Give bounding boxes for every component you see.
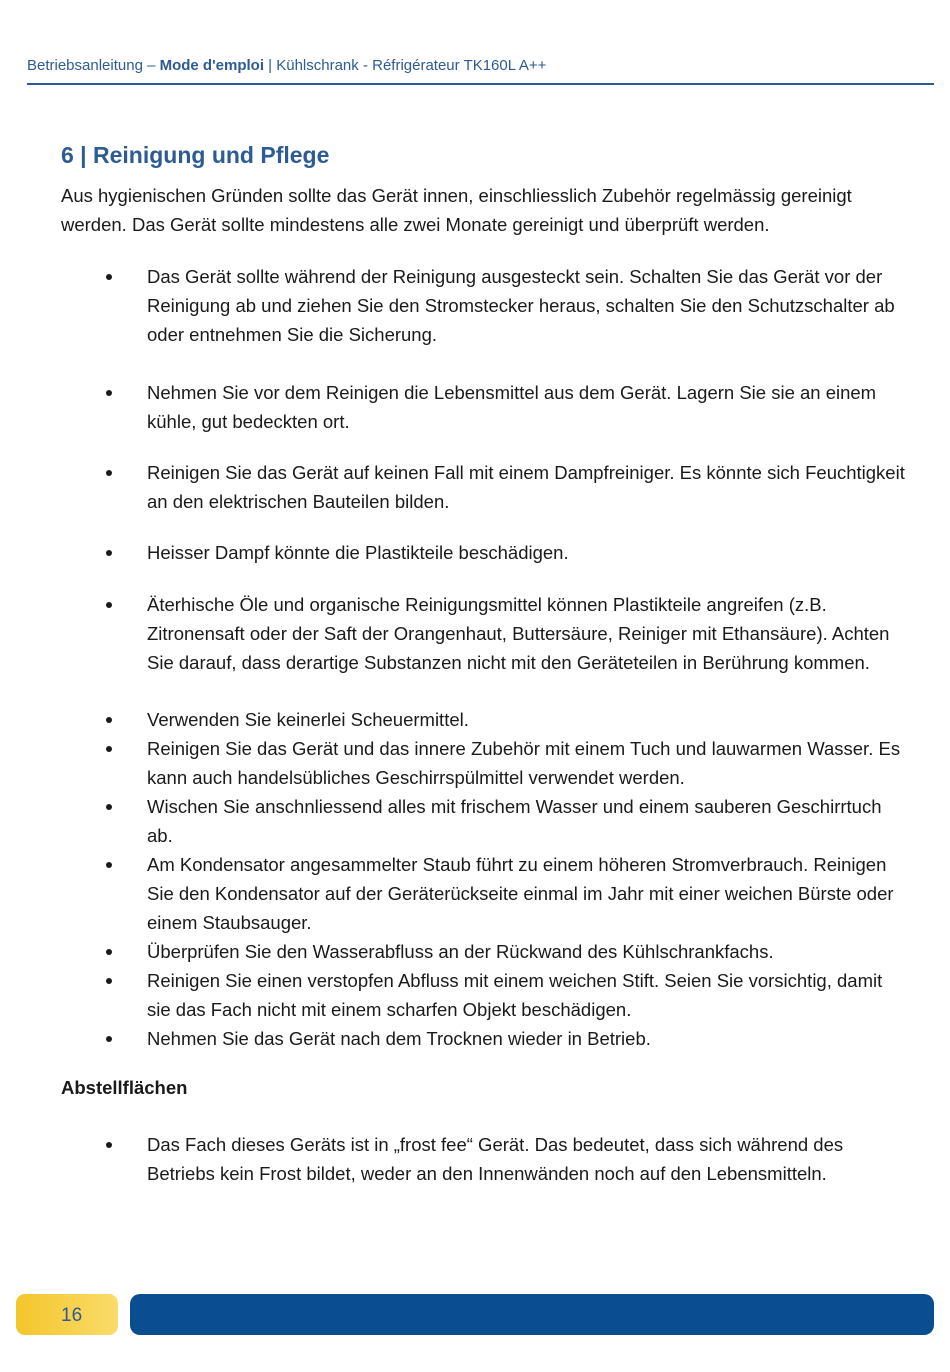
list-item-text: Nehmen Sie vor dem Reinigen die Lebensmittel aus dem Gerät. Lagern Sie sie an einem kühle, gut bedeckten ort.	[147, 382, 877, 432]
list-item-text: Reinigen Sie einen verstopfen Abfluss mit einem weichen Stift. Seien Sie vorsichtig, damit sie das Fach nicht mit einem scharfen Objekt beschädigen.	[147, 970, 883, 1020]
list-item-text: Verwenden Sie keinerlei Scheuermittel.	[147, 709, 469, 730]
bullet-icon	[106, 1142, 112, 1148]
document-header	[27, 57, 546, 74]
list-item	[147, 262, 907, 349]
list-item-text: Das Gerät sollte während der Reinigung ausgesteckt sein. Schalten Sie das Gerät vor der Reinigung ab und ziehen Sie den Stromstecker heraus, schalten Sie den Schutzschalter ab oder entnehmen Sie die Sicherung.	[147, 266, 895, 345]
list-item	[147, 705, 907, 734]
list-item-text: Überprüfen Sie den Wasserabfluss an der Rückwand des Kühlschrankfachs.	[147, 941, 774, 962]
header-title-de: Betriebsanleitung –	[27, 57, 160, 74]
section-intro: Aus hygienischen Gründen sollte das Gerät innen, einschliesslich Zubehör regelmässig gereinigt werden. Das Gerät sollte mindestens alle zwei Monate gereinigt und überprüft werden.	[61, 185, 852, 235]
bullet-icon	[106, 274, 112, 280]
bullet-icon	[106, 390, 112, 396]
bullet-icon	[106, 804, 112, 810]
header-title-fr: Mode d'emploi	[159, 57, 264, 74]
list-item	[147, 792, 907, 850]
list-item	[147, 1130, 907, 1188]
list-item	[147, 734, 907, 792]
page-number: 16	[61, 1305, 83, 1326]
bullet-icon	[106, 717, 112, 723]
subsection-title: Abstellflächen	[61, 1077, 188, 1098]
list-item-text: Äterhische Öle und organische Reinigungsmittel können Plastikteile angreifen (z.B. Zitronensaft oder der Saft der Orangenhaut, Buttersäure, Reiniger mit Ethansäure). Achten Sie darauf, dass derartige Substanzen nicht mit den Geräteteilen in Berührung kommen.	[147, 594, 890, 673]
list-item	[147, 937, 907, 966]
list-item-text: Nehmen Sie das Gerät nach dem Trocknen wieder in Betrieb.	[147, 1028, 651, 1049]
bullet-icon	[106, 978, 112, 984]
bullet-icon	[106, 470, 112, 476]
header-divider	[27, 83, 934, 85]
list-item-text: Das Fach dieses Geräts ist in „frost fee“ Gerät. Das bedeutet, dass sich während des Betriebs kein Frost bildet, weder an den Innenwänden noch auf den Lebensmitteln.	[147, 1134, 844, 1184]
list-item	[147, 590, 907, 677]
list-item	[147, 850, 907, 937]
list-item-text: Reinigen Sie das Gerät und das innere Zubehör mit einem Tuch und lauwarmen Wasser. Es kann auch handelsübliches Geschirrspülmittel verwendet werden.	[147, 738, 901, 788]
list-item	[147, 966, 907, 1024]
list-item-text: Am Kondensator angesammelter Staub führt zu einem höheren Stromverbrauch. Reinigen Sie den Kondensator auf der Geräterückseite einmal im Jahr mit einer weichen Bürste oder einem Staubsauger.	[147, 854, 894, 933]
bullet-icon	[106, 550, 112, 556]
list-item	[147, 1024, 907, 1053]
bullet-icon	[106, 949, 112, 955]
list-item-text: Wischen Sie anschnliessend alles mit frischem Wasser und einem sauberen Geschirrtuch ab.	[147, 796, 882, 846]
footer-bar	[130, 1294, 934, 1335]
list-item	[147, 538, 907, 567]
header-product: | Kühlschrank - Réfrigérateur TK160L A++	[264, 57, 547, 74]
bullet-icon	[106, 602, 112, 608]
bullet-icon	[106, 1036, 112, 1042]
section-title: 6 | Reinigung und Pflege	[61, 142, 330, 168]
list-item	[147, 378, 907, 436]
bullet-icon	[106, 746, 112, 752]
bullet-icon	[106, 862, 112, 868]
list-item-text: Heisser Dampf könnte die Plastikteile beschädigen.	[147, 542, 569, 563]
list-item	[147, 458, 907, 516]
list-item-text: Reinigen Sie das Gerät auf keinen Fall mit einem Dampfreiniger. Es könnte sich Feuchtigkeit an den elektrischen Bauteilen bilden.	[147, 462, 905, 512]
